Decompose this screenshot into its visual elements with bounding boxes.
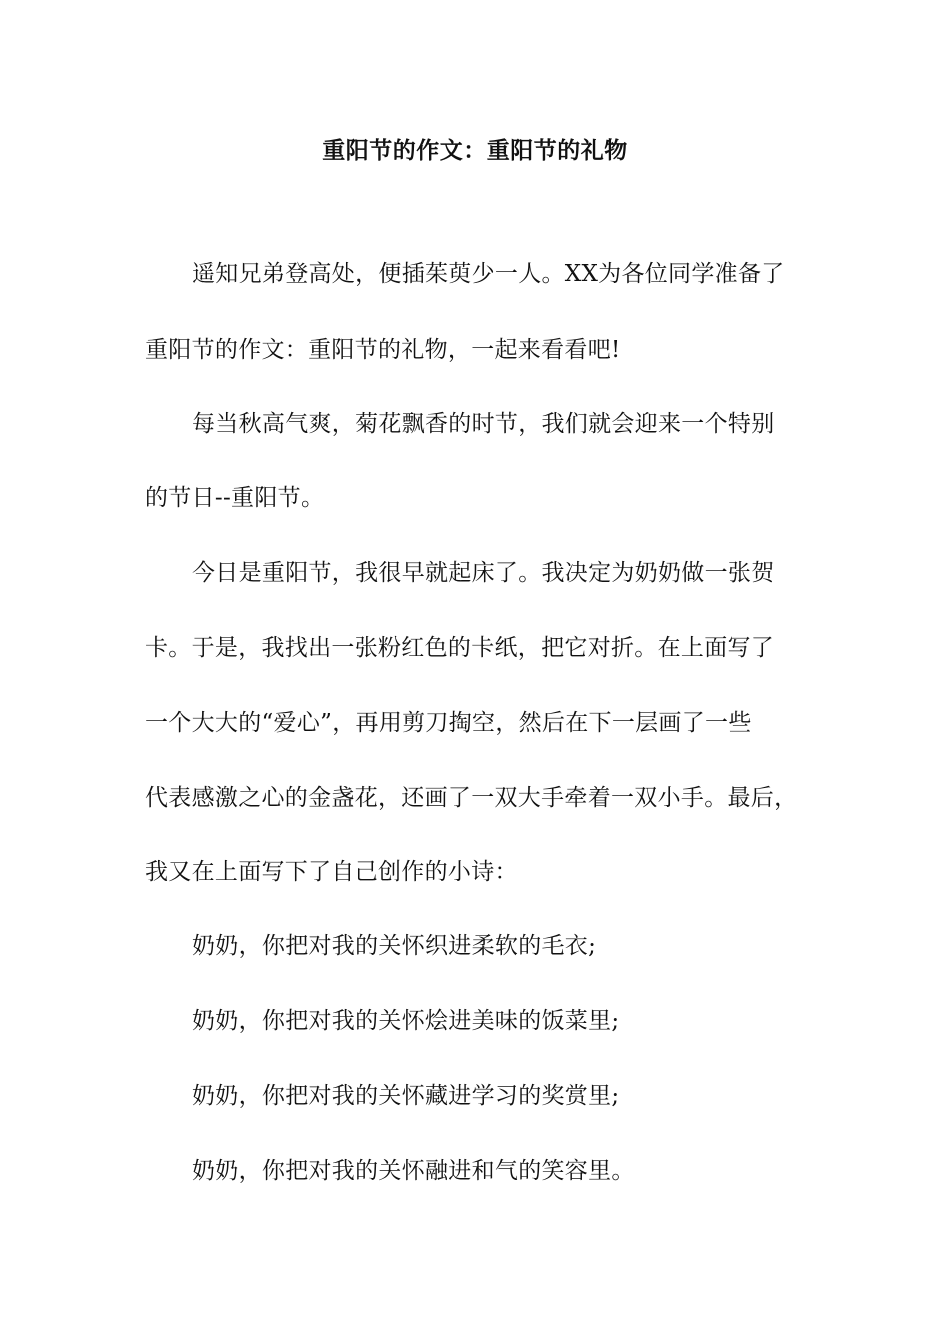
poem-line-4: 奶奶，你把对我的关怀融进和气的笑容里。 [192, 1158, 635, 1184]
poem-line-2: 奶奶，你把对我的关怀烩进美味的饭菜里; [192, 1008, 620, 1034]
paragraph-line-3: 每当秋高气爽，菊花飘香的时节，我们就会迎来一个特别 [192, 411, 775, 437]
paragraph-line-8: 代表感激之心的金盏花，还画了一双大手牵着一双小手。最后， [145, 785, 798, 811]
paragraph-line-2: 重阳节的作文：重阳节的礼物，一起来看看吧! [145, 337, 621, 363]
document-title: 重阳节的作文：重阳节的礼物 [322, 137, 628, 164]
paragraph-line-4: 的节日--重阳节。 [145, 485, 325, 511]
poem-line-3: 奶奶，你把对我的关怀藏进学习的奖赏里; [192, 1083, 620, 1109]
paragraph-line-9: 我又在上面写下了自己创作的小诗： [145, 859, 518, 885]
paragraph-line-7: 一个大大的“爱心”，再用剪刀掏空，然后在下一层画了一些 [145, 710, 752, 736]
poem-line-1: 奶奶，你把对我的关怀织进柔软的毛衣; [192, 933, 597, 959]
paragraph-line-1: 遥知兄弟登高处，便插茱萸少一人。XX为各位同学准备了 [192, 261, 785, 287]
paragraph-line-5: 今日是重阳节，我很早就起床了。我决定为奶奶做一张贺 [192, 560, 775, 586]
paragraph-line-6: 卡。于是，我找出一张粉红色的卡纸，把它对折。在上面写了 [145, 635, 775, 661]
